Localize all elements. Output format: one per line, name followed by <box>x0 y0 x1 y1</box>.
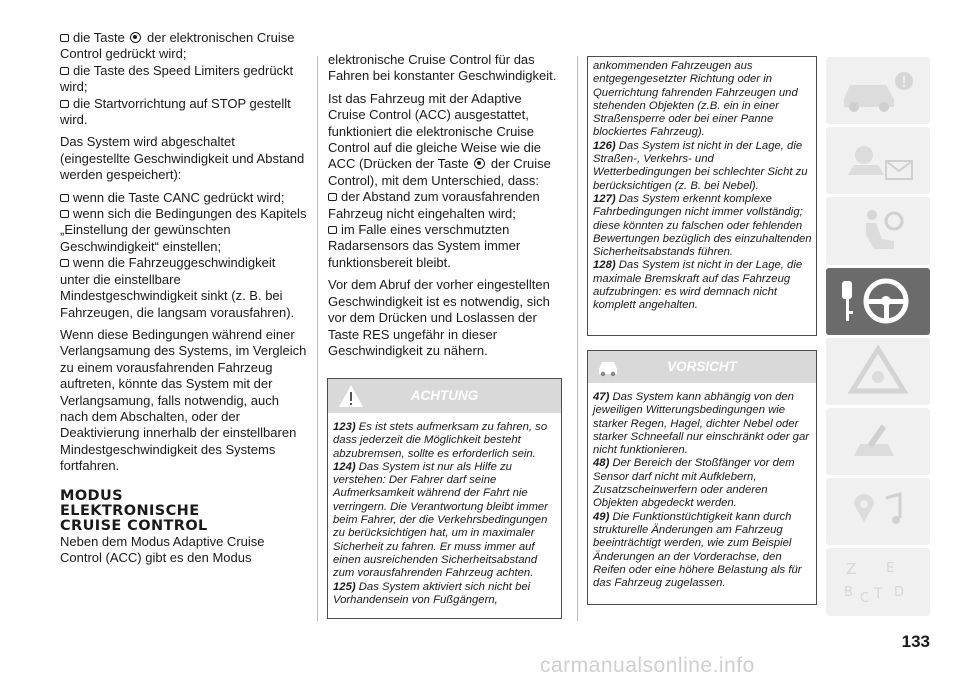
checkbox-bullet-icon <box>328 193 337 201</box>
bullet-item: die Taste des Speed Limiters gedrückt wird; <box>60 62 294 95</box>
vorsicht-body: 47) Das System kann abhängig von den jeweiligen Witterungsbedingungen wie starker Regen, Hagel, dichter Nebel oder starker Schneefall nur einschränkt oder gar nicht funktionieren. 48) Der Bereich der Stoßfänger vor dem Sensor darf nicht mit Aufklebern, Zusatzscheinwerfern oder anderen Objekten abgedeckt werden. 49) Die Funktionstüchtigkeit kann durch strukturelle Änderungen am Fahrzeug beeinträchtigt werden, wie zum Beispiel Änderungen an der Vorderachse, den Reifen oder eine höhere Belastung als für das Fahrzeug zugelassen. <box>593 391 810 590</box>
vorsicht-title: VORSICHT <box>667 359 737 374</box>
svg-text:B: B <box>844 584 853 600</box>
svg-text:T: T <box>874 585 883 602</box>
paragraph: Neben dem Modus Adaptive Cruise Control (ACC) gibt es den Modus <box>60 533 265 565</box>
car-sun-mail-icon <box>834 135 922 187</box>
achtung-continuation-box <box>587 56 817 336</box>
vorsicht-header <box>588 351 816 383</box>
bullet-item: wenn die Fahrzeuggeschwindigkeit unter die einstellbare Mindestgeschwindigkeit sinkt (z. B. bei Fahrzeugen, die langsam vorausfahren). <box>60 255 295 320</box>
paragraph: Wenn diese Bedingungen während einer Verlangsamung des Systems, im Vergleich zu einem vorausfahrenden Fahrzeug auftreten, könnte das System mit der Verlangsamung, falls notwendig, auch nach dem Abschalten, oder der Deaktivierung innerhalb der einstellbaren Mindestgeschwindigkeit des Systems fortfahren. <box>60 326 307 474</box>
wrench-car-icon <box>834 416 922 468</box>
paragraph: Vor dem Abruf der vorher eingestellten Geschwindigkeit ist es notwendig, sich vor dem Drücken und Loslassen der Taste RES ungefähr in dieser Geschwindigkeit zu nähern. <box>328 277 550 358</box>
checkbox-bullet-icon <box>60 194 69 202</box>
bullet-item: im Falle eines verschmutzten Radarsensors das System immer funktionsbereit bleibt. <box>328 222 521 270</box>
continuation-body: ankommenden Fahrzeugen aus entgegengesetzter Richtung oder in Querrichtung fahrenden Fahrzeugen und stehenden Objekten (z.B. ein in einer Straßensperre oder bei einer Panne blockiertes Fahrzeug). 126) Das System ist nicht in der Lage, die Straßen-, Verkehrs- und Wetterbedingungen bei schlechter Sicht zu berücksichtigen (z. B. bei Nebel). 127) Das System erkennt komplexe Fahrbedingungen nicht immer vollständig; diese könnten zu falschen oder fehlenden Bewertungen bezüglich des einzuhaltenden Sicherheitsabstands führen. 128) Das System ist nicht in der Lage, die maximale Bremskraft auf das Fahrzeug aufzubringen: es wird demnach nicht komplett angehalten. <box>593 60 812 312</box>
section-heading-line: ELEKTRONISCHE <box>60 502 200 519</box>
chapter-sidebar <box>826 57 930 616</box>
bullet-item: wenn sich die Bedingungen des Kapitels „Einstellung der gewünschten Geschwindigkeit“ einstellen; <box>60 206 307 254</box>
checkbox-bullet-icon <box>60 67 69 75</box>
column-divider <box>577 56 578 621</box>
sidebar-item-emergency[interactable] <box>826 338 930 405</box>
warning-triangle-tools-icon <box>834 345 922 397</box>
cruise-control-key-icon <box>474 158 485 169</box>
checkbox-bullet-icon <box>60 259 69 267</box>
cruise-control-key-icon <box>130 32 141 43</box>
paragraph: Ist das Fahrzeug mit der Adaptive Cruise Control (ACC) ausgestattet, funktioniert die elektronische Cruise Control auf die gleiche Weise wie die ACC (Drücken der Taste der Cruise Control), mit dem Unterschied, dass: <box>328 90 551 188</box>
achtung-body: 123) Es ist stets aufmerksam zu fahren, so dass jederzeit die Möglichkeit besteht abzubremsen, sollte es erforderlich sein. 124) Das System ist nur als Hilfe zu verstehen: Der Fahrer darf seine Aufmerksamkeit während der Fahrt nie verringern. Die Verantwortung bleibt immer beim Fahrer, der die Verkehrsbedingungen zu berücksichtigen hat, um in maximaler Sicherheit zu fahren. Er muss immer auf einen ausreichenden Sicherheitsabstand zum vorausfahrenden Fahrzeug achten. 125) Das System aktiviert sich nicht bei Vorhandensein von Fußgängern, <box>333 421 548 606</box>
svg-text:C: C <box>860 590 870 606</box>
svg-text:D: D <box>894 584 905 600</box>
airbag-seat-icon <box>834 205 922 257</box>
dashboard-car-icon <box>834 65 922 117</box>
sidebar-item-safety-lights[interactable] <box>826 127 930 194</box>
sidebar-item-seat-airbag[interactable] <box>826 197 930 264</box>
bullet-item: der Abstand zum vorausfahrenden Fahrzeug nicht eingehalten wird; <box>328 189 540 221</box>
sidebar-item-index[interactable] <box>826 548 930 615</box>
achtung-title: ACHTUNG <box>410 388 479 403</box>
key-steering-wheel-icon <box>834 275 922 327</box>
section-heading-line: CRUISE CONTROL <box>60 517 208 534</box>
column-1 <box>60 30 308 566</box>
section-heading-line: MODUS <box>60 487 124 504</box>
navigation-music-icon <box>834 486 922 538</box>
paragraph: elektronische Cruise Control für das Fahren bei konstanter Geschwindigkeit. <box>328 52 557 84</box>
svg-text:Z: Z <box>846 559 857 578</box>
checkbox-bullet-icon <box>60 210 69 218</box>
page-number: 133 <box>901 632 930 651</box>
checkbox-bullet-icon <box>328 226 337 234</box>
bullet-item: die Startvorrichtung auf STOP gestellt wird. <box>60 95 291 128</box>
checkbox-bullet-icon <box>60 100 69 108</box>
bullet-item: wenn die Taste CANC gedrückt wird; <box>60 190 308 206</box>
svg-text:E: E <box>886 560 895 576</box>
paragraph: Das System wird abgeschaltet (eingestellte Geschwindigkeit und Abstand werden gespeichert): <box>60 134 305 183</box>
sidebar-item-dashboard[interactable] <box>826 57 930 124</box>
watermark: carmanualsonline.info <box>540 654 755 677</box>
vorsicht-box <box>587 350 817 605</box>
alphabet-index-icon <box>834 556 922 608</box>
sidebar-item-starting-driving[interactable] <box>826 268 930 335</box>
bullet-item: die Taste der elektronischen Cruise Control gedrückt wird; <box>60 30 295 62</box>
achtung-header <box>328 379 561 413</box>
sidebar-item-maintenance[interactable] <box>826 408 930 475</box>
achtung-box <box>327 378 562 619</box>
column-divider <box>317 56 318 621</box>
sidebar-item-multimedia[interactable] <box>826 478 930 545</box>
checkbox-bullet-icon <box>60 34 69 42</box>
column-2 <box>328 52 562 359</box>
